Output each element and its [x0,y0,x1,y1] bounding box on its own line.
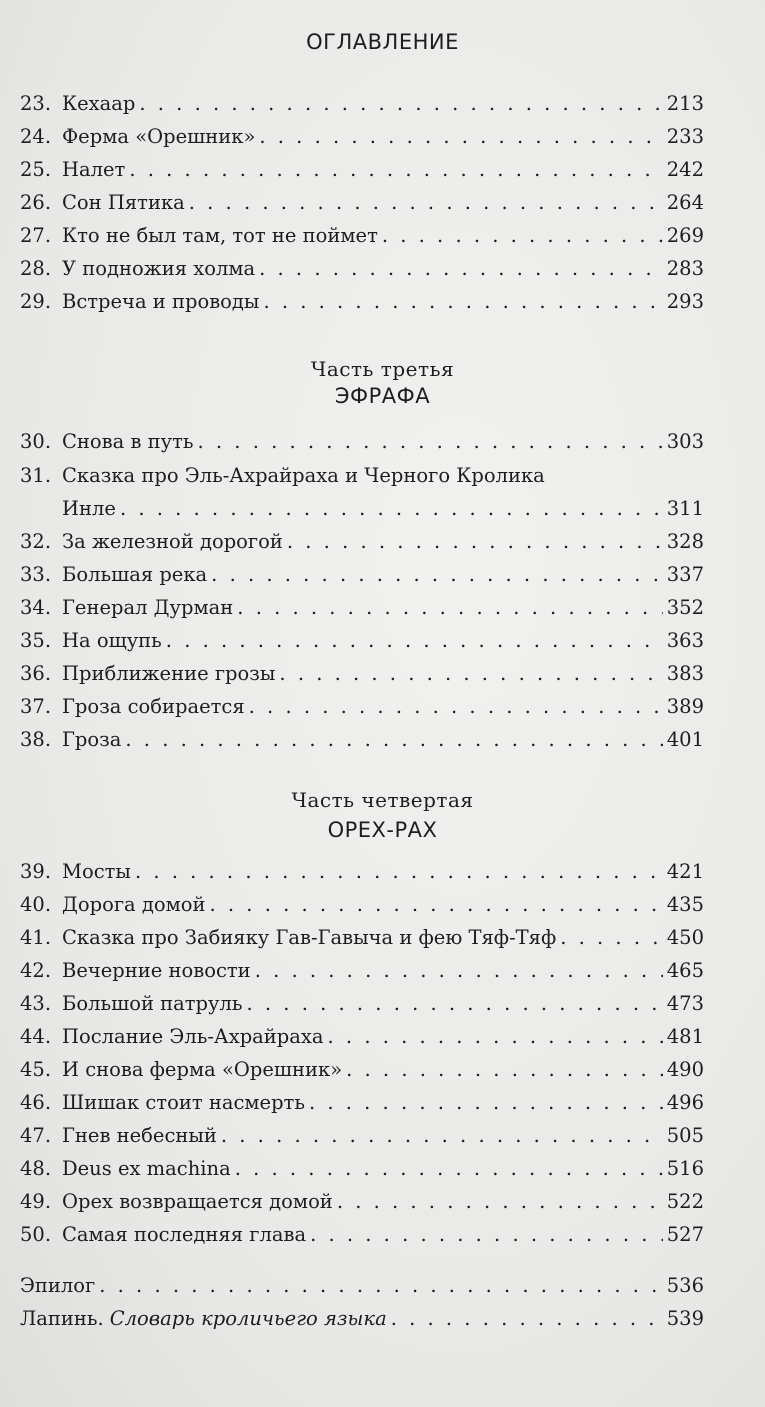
leader-dots [287,530,663,554]
toc-entry[interactable] [20,1017,704,1049]
entry-title: Самая последняя глава [62,1223,307,1246]
toc-entry[interactable] [20,456,704,488]
entry-page: 527 [666,1223,704,1246]
entry-title: На ощупь [62,629,162,652]
entry-number: 47. [20,1124,52,1147]
leader-dots [129,158,662,182]
entry-page: 311 [666,497,704,520]
entry-page: 283 [666,257,704,280]
entry-number: 46. [20,1091,52,1114]
part-label: Часть четвертая [291,788,474,812]
entry-number: 42. [20,959,52,982]
toc-entry[interactable] [20,216,704,248]
leader-dots [310,1223,663,1247]
toc-entry[interactable] [20,282,704,314]
entry-page: 481 [666,1025,704,1048]
leader-dots [337,1190,663,1214]
glossary-title: Словарь кроличьего языка [109,1307,387,1330]
leader-dots [120,497,663,521]
entry-number: 37. [20,695,52,718]
entry-page: 328 [666,530,704,553]
entry-number: 29. [20,290,52,313]
entry-page: 516 [666,1157,704,1180]
glossary-author: Лапинь. [20,1307,104,1330]
leader-dots [139,92,662,116]
entry-number: 50. [20,1223,52,1246]
epilogue-page: 536 [666,1274,704,1297]
leader-dots [328,1025,663,1049]
entry-page: 421 [666,860,704,883]
entry-page: 435 [666,893,704,916]
leader-dots [247,992,663,1016]
toc-entry[interactable] [20,1050,704,1082]
part-title: ОРЕХ-РАХ [327,818,438,842]
leader-dots [99,1274,663,1298]
entry-page: 522 [666,1190,704,1213]
entry-number: 40. [20,893,52,916]
entry-number: 24. [20,125,52,148]
entry-page: 505 [666,1124,704,1147]
entry-number: 39. [20,860,52,883]
entry-page: 233 [666,125,704,148]
entry-title: Сказка про Эль-Ахрайраха и Черного Кролика [62,464,545,487]
toc-entry[interactable] [20,1215,704,1247]
toc-entry[interactable] [20,654,704,686]
leader-dots [211,563,663,587]
entry-title: Ферма «Орешник» [62,125,256,148]
leader-dots [346,1058,663,1082]
leader-dots [166,629,663,653]
leader-dots [382,224,663,248]
entry-number: 33. [20,563,52,586]
entry-page: 264 [666,191,704,214]
toc-entry[interactable] [20,183,704,215]
leader-dots [189,191,663,215]
leader-dots [259,257,663,281]
entry-number: 25. [20,158,52,181]
leader-dots [560,926,663,950]
entry-title: Deus ex machina [62,1157,231,1180]
entry-page: 401 [666,728,704,751]
toc-entry[interactable] [20,422,704,454]
leader-dots [391,1307,663,1331]
entry-title: Гнев небесный [62,1124,217,1147]
entry-title: Орех возвращается домой [62,1190,333,1213]
entry-title: Мосты [62,860,131,883]
entry-title: Большой патруль [62,992,243,1015]
entry-title: Сон Пятика [62,191,185,214]
leader-dots [237,596,662,620]
toc-entry[interactable] [20,621,704,653]
entry-number: 28. [20,257,52,280]
toc-entry[interactable] [20,1083,704,1115]
entry-title: Встреча и проводы [62,290,260,313]
toc-epilogue[interactable] [20,1266,704,1298]
leader-dots [125,728,662,752]
entry-page: 363 [666,629,704,652]
leader-dots [279,662,662,686]
leader-dots [235,1157,663,1181]
toc-entry[interactable] [20,687,704,719]
toc-entry[interactable] [20,852,704,884]
toc-entry[interactable] [20,588,704,620]
leader-dots [263,290,662,314]
entry-title: Послание Эль-Ахрайраха [62,1025,324,1048]
entry-title: Кехаар [62,92,136,115]
entry-number: 36. [20,662,52,685]
entry-page: 450 [666,926,704,949]
toc-glossary[interactable] [20,1299,704,1331]
entry-number: 49. [20,1190,52,1213]
entry-title: Вечерние новости [62,959,251,982]
entry-page: 242 [666,158,704,181]
toc-entry[interactable] [20,984,704,1016]
contents-title: ОГЛАВЛЕНИЕ [306,30,459,54]
entry-page: 337 [666,563,704,586]
toc-entry[interactable] [20,1116,704,1148]
toc-entry[interactable] [20,885,704,917]
part-label: Часть третья [310,357,455,381]
entry-title: Большая река [62,563,208,586]
entry-page: 465 [666,959,704,982]
entry-number: 43. [20,992,52,1015]
entry-page: 213 [666,92,704,115]
toc-entry[interactable] [20,522,704,554]
entry-title: Приближение грозы [62,662,276,685]
entry-number: 32. [20,530,52,553]
leader-dots [198,430,663,454]
entry-page: 383 [666,662,704,685]
epilogue-title: Эпилог [20,1274,96,1297]
leader-dots [249,695,663,719]
entry-page: 496 [666,1091,704,1114]
entry-number: 44. [20,1025,52,1048]
entry-number: 27. [20,224,52,247]
toc-entry-continuation[interactable] [62,489,704,521]
entry-title: И снова ферма «Орешник» [62,1058,343,1081]
entry-number: 38. [20,728,52,751]
entry-number: 45. [20,1058,52,1081]
toc-entry[interactable] [20,1182,704,1214]
leader-dots [259,125,662,149]
entry-number: 26. [20,191,52,214]
entry-page: 490 [666,1058,704,1081]
entry-number: 30. [20,430,52,453]
entry-title: Снова в путь [62,430,194,453]
entry-title: У подножия холма [62,257,256,280]
entry-page: 473 [666,992,704,1015]
entry-number: 41. [20,926,52,949]
entry-title: Кто не был там, тот не поймет [62,224,378,247]
toc-entry[interactable] [20,918,704,950]
toc-entry[interactable] [20,951,704,983]
entry-number: 31. [20,464,52,487]
toc-entry[interactable] [20,150,704,182]
leader-dots [210,893,663,917]
entry-page: 303 [666,430,704,453]
entry-title: Гроза [62,728,122,751]
toc-entry[interactable] [20,117,704,149]
toc-entry[interactable] [20,84,704,116]
leader-dots [255,959,663,983]
glossary-page: 539 [666,1307,704,1330]
entry-title-continued: Инле [62,497,116,520]
leader-dots [135,860,663,884]
entry-page: 389 [666,695,704,718]
leader-dots [221,1124,663,1148]
entry-title: Налет [62,158,126,181]
entry-number: 34. [20,596,52,619]
entry-title: Гроза собирается [62,695,245,718]
toc-entry[interactable] [20,720,704,752]
entry-title: Генерал Дурман [62,596,234,619]
part-title: ЭФРАФА [334,384,431,408]
toc-entry[interactable] [20,555,704,587]
entry-title: Дорога домой [62,893,206,916]
toc-entry[interactable] [20,249,704,281]
entry-title: Шишак стоит насмерть [62,1091,305,1114]
entry-number: 48. [20,1157,52,1180]
entry-page: 352 [666,596,704,619]
toc-entry[interactable] [20,1149,704,1181]
entry-page: 269 [666,224,704,247]
leader-dots [309,1091,663,1115]
entry-page: 293 [666,290,704,313]
entry-number: 23. [20,92,52,115]
entry-title: За железной дорогой [62,530,283,553]
entry-number: 35. [20,629,52,652]
entry-title: Сказка про Забияку Гав-Гавыча и фею Тяф-Тяф [62,926,557,949]
